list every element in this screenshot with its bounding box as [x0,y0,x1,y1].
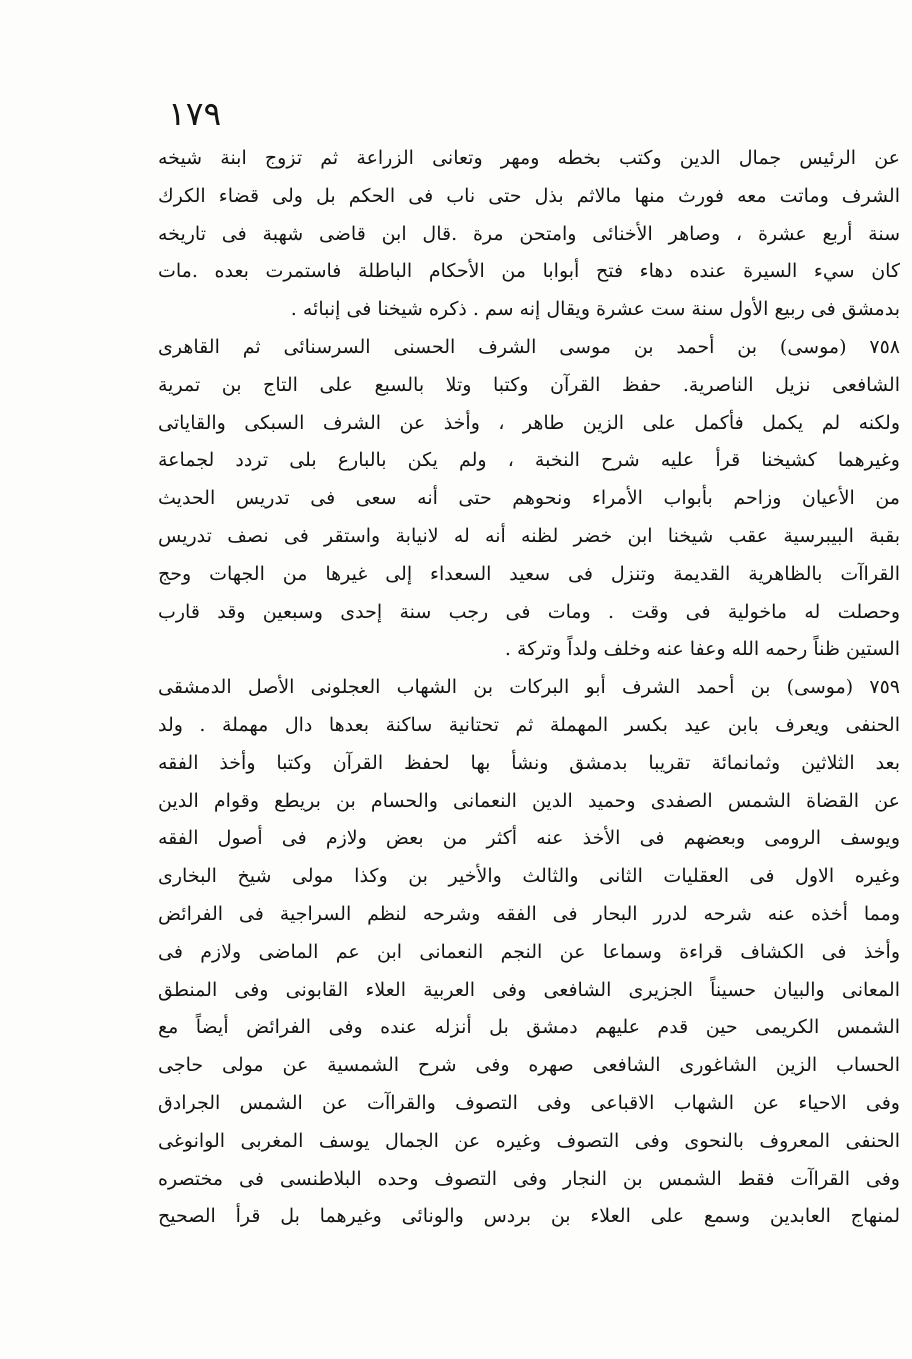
entry-heading-759: ٧٥٩ (موسى) بن أحمد الشرف أبو البركات بن الشهاب العجلونى الأصل الدمشقى [158,676,900,699]
text-line: ولكنه لم يكمل فأكمل على الزين طاهر ، وأخذ عن الشرف السبكى والقاياتى [158,411,900,434]
text-line: وفى القراآت فقط الشمس بن النجار وفى التصوف وحده البلاطنسى فى مختصره [158,1167,900,1190]
text-line: المعانى والبيان حسيناً الجزيرى الشافعى وفى العربية العلاء القابونى وفى المنطق [158,978,900,1001]
text-line: الشمس الكريمى حين قدم عليهم دمشق بل أنزله عنده وفى الفرائض أيضاً مع [158,1016,900,1039]
text-line: سنة أربع عشرة ، وصاهر الأخنائى وامتحن مرة .قال ابن قاضى شهبة فى تاريخه [158,222,900,245]
text-line: لمنهاج العابدين وسمع على العلاء بن بردس والونائى وغيرهما بل قرأ الصحيح [158,1205,900,1228]
text-line: وأخذ فى الكشاف قراءة وسماعا عن النجم النعمانى ابن عم الماضى ولازم فى [158,940,900,963]
text-line: ومما أخذه عنه شرحه لدرر البحار فى الفقه وشرحه لنظم السراجية فى الفرائض [158,902,900,925]
text-line: القراآت بالظاهرية القديمة وتنزل فى سعيد السعداء إلى غيرها من الجهات وحج [158,562,900,585]
text-line: الحساب الزين الشاغورى الشافعى صهره وفى شرح الشمسية عن مولى حاجى [158,1054,900,1077]
text-line: عن الرئيس جمال الدين وكتب بخطه ومهر وتعانى الزراعة ثم تزوج ابنة شيخه [158,147,900,169]
text-line: بدمشق فى ربيع الأول سنة ست عشرة ويقال إنه سم . ذكره شيخنا فى إنبائه . [290,298,900,321]
text-line: عن القضاة الشمس الصفدى وحميد الدين النعمانى والحسام بن بريطع وقوام الدين [158,789,900,812]
text-line: وغيره الاول فى العقليات الثانى والثالث والأخير بن وكذا مولى شيخ البخارى [158,865,900,888]
text-line: بقبة البيبرسية عقب شيخنا ابن خضر لظنه أنه له لانيابة واستقر فى نصف تدريس [158,524,900,547]
text-line: وغيرهما كشيخنا قرأ عليه شرح النخبة ، ولم يكن بالبارع بلى تردد لجماعة [158,449,900,472]
text-line: من الأعيان وزاحم بأبواب الأمراء ونحوهم حتى أنه سعى فى تدريس الحديث [158,487,900,510]
text-line: الشافعى نزيل الناصرية. حفظ القرآن وكتبا وتلا بالسبع على التاج بن تمرية [158,373,900,396]
entry-heading-758: ٧٥٨ (موسى) بن أحمد بن موسى الشرف الحسنى السرسنائى ثم القاهرى [158,335,900,358]
text-line: كان سيء السيرة عنده دهاء فتح أبوابا من الأحكام الباطلة فاستمرت بعده .مات [158,260,900,283]
page-number: ١٧٩ [168,94,222,133]
text-line: الستين ظناً رحمه الله وعفا عنه وخلف ولداً وتركة . [504,638,900,661]
text-line: ويوسف الرومى وبعضهم فى الأخذ عنه أكثر من بعض ولازم فى أصول الفقه [158,827,900,850]
text-line: الحنفى ويعرف بابن عيد بكسر المهملة ثم تحتانية ساكنة بعدها دال مهملة . ولد [158,713,900,736]
text-line: الحنفى المعروف بالنحوى وفى التصوف وغيره عن الجمال يوسف المغربى الوانوغى [158,1129,900,1152]
text-line: بعد الثلاثين وثمانمائة تقريبا بدمشق ونشأ بها لحفظ القرآن وكتبا وأخذ الفقه [158,751,900,774]
text-line: وفى الاحياء عن الشهاب الاقباعى وفى التصوف والقراآت عن الشمس الجرادق [158,1091,900,1114]
text-line: وحصلت له ماخولية فى وقت . ومات فى رجب سنة إحدى وسبعين وقد قارب [158,600,900,623]
text-line: الشرف وماتت معه فورث منها مالاثم بذل حتى ناب فى الحكم بل ولى قضاء الكرك [158,184,900,207]
body-text [158,140,900,1236]
